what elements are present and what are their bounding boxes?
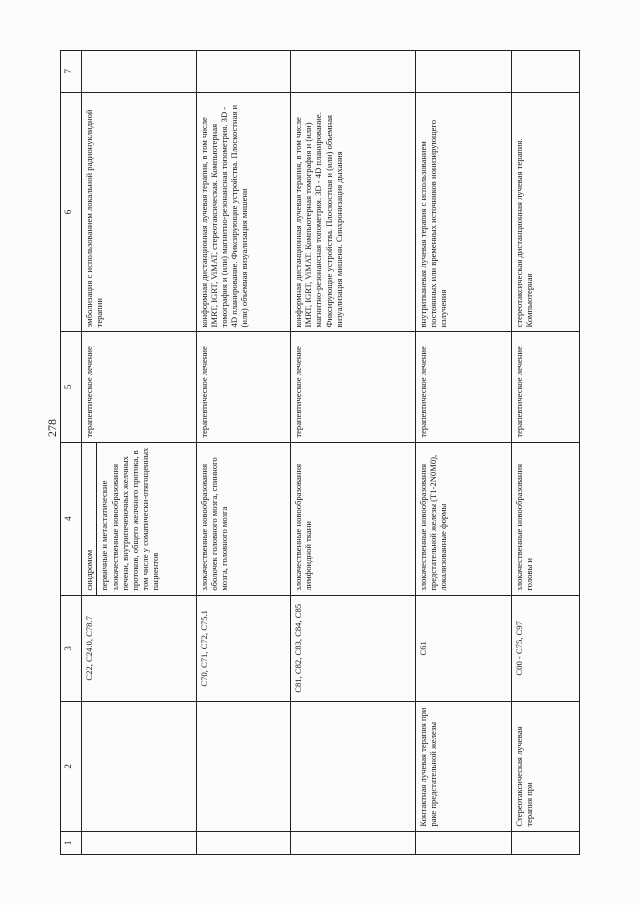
cell-treatment-method: эмболизация с использованием локальной радионуклидной терапии	[82, 92, 197, 332]
header-col-2: 2	[61, 702, 82, 832]
cell-treatment-type: терапевтическое лечение	[291, 332, 416, 442]
table-row	[512, 51, 580, 855]
cell-number	[82, 831, 197, 854]
header-col-5: 5	[61, 332, 82, 442]
cell-icd-codes: C00 - C75, C97	[512, 595, 580, 701]
cell-treatment-method: стереотаксическая дистанционная лучевая терапия. Компьютерная	[512, 92, 580, 332]
header-col-1: 1	[61, 831, 82, 854]
cell-diagnosis-text: первичные и метастатические злокачественные новообразования печени, внутрипеченочных желчных протоков, общего желчного протока, в том числе у соматически-отягощенных пациентов	[99, 447, 161, 591]
cell-extra	[82, 51, 197, 93]
cell-diagnosis	[82, 442, 197, 595]
cell-number	[512, 831, 580, 854]
table-row	[196, 51, 290, 855]
cell-method	[291, 702, 416, 832]
cell-extra	[415, 51, 511, 93]
table-row	[82, 51, 197, 855]
cell-diagnosis: злокачественные новообразования оболочек головного мозга, спинного мозга, головного мозга	[196, 442, 290, 595]
cell-diagnosis: злокачественные новообразования лимфоидной ткани	[291, 442, 416, 595]
header-col-3: 3	[61, 595, 82, 701]
cell-number	[291, 831, 416, 854]
cell-number	[415, 831, 511, 854]
procedures-table	[60, 50, 580, 855]
cell-icd-codes: C61	[415, 595, 511, 701]
header-col-7: 7	[61, 51, 82, 93]
cell-treatment-type: терапевтическое лечение	[415, 332, 511, 442]
cell-number	[196, 831, 290, 854]
cell-treatment-method: внутритканевая лучевая терапия с использованием постоянных или временных источников ионизирующего излучения	[415, 92, 511, 332]
header-col-6: 6	[61, 92, 82, 332]
cell-method	[196, 702, 290, 832]
cell-diagnosis-continued: синдромом	[82, 443, 97, 595]
cell-method: Стереотаксическая лучевая терапия при	[512, 702, 580, 832]
table-header-row	[61, 51, 82, 855]
cell-diagnosis: злокачественные новообразования головы и	[512, 442, 580, 595]
header-col-4: 4	[61, 442, 82, 595]
cell-treatment-method: конформная дистанционная лучевая терапия, в том числе IMRT, IGRT, ViMAT. Компьютерная томография и (или) магнитно-резонансная топометрия. 3D - 4D планирование. Фиксирующие устройства. Плоскостная и (или) объемная визуализация мишени. Синхронизация дыхания	[291, 92, 416, 332]
cell-method: Контактная лучевая терапия при раке предстательной железы	[415, 702, 511, 832]
cell-treatment-type: терапевтическое лечение	[512, 332, 580, 442]
cell-treatment-type: терапевтическое лечение	[196, 332, 290, 442]
cell-icd-codes: C22, C24.0, C78.7	[82, 595, 197, 701]
cell-extra	[196, 51, 290, 93]
table-row	[415, 51, 511, 855]
cell-treatment-type: терапевтическое лечение	[82, 332, 197, 442]
table-row	[291, 51, 416, 855]
cell-extra	[291, 51, 416, 93]
cell-icd-codes: C70, C71, C72, C75.1	[196, 595, 290, 701]
page-number: 278	[45, 419, 59, 437]
cell-extra	[512, 51, 580, 93]
cell-diagnosis: злокачественные новообразования предстательной железы (T1-2N0M0), локализованные формы	[415, 442, 511, 595]
cell-method	[82, 702, 197, 832]
cell-treatment-method: конформная дистанционная лучевая терапия, в том числе IMRT, IGRT, ViMAT, стереотаксическая. Компьютерная томография и (или) магнитно-резонансная топометрия. 3D - 4D планирование. Фиксирующие устройства. Плоскостная и (или) объемная визуализация мишени	[196, 92, 290, 332]
cell-icd-codes: C81, C82, C83, C84, C85	[291, 595, 416, 701]
